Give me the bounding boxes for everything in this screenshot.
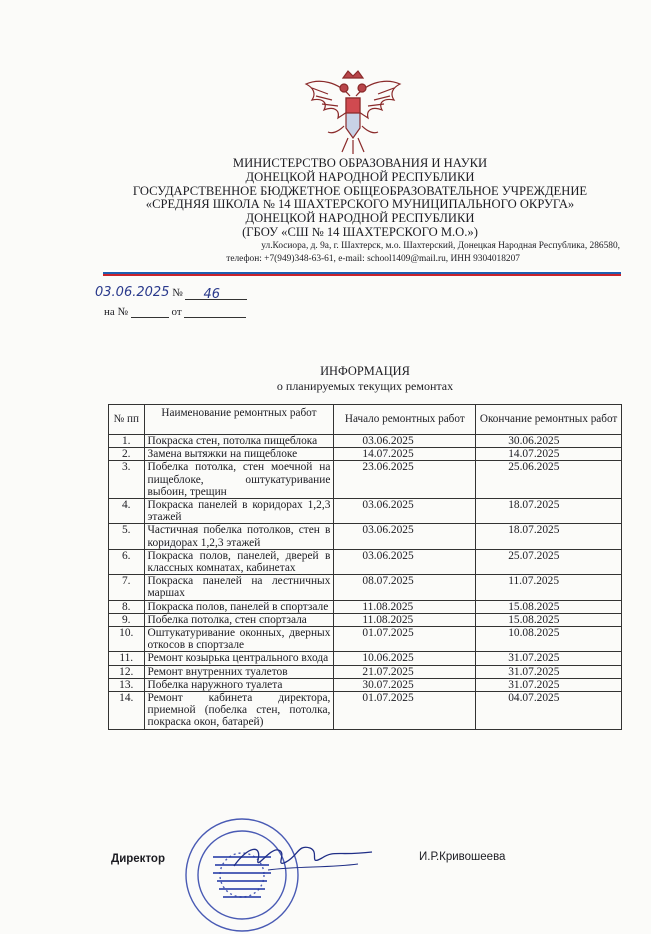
row-start-date: 03.06.2025 [334,499,476,524]
reply-to-line [104,305,246,318]
outgoing-date: 03.06.2025 [95,285,170,300]
row-end-date: 18.07.2025 [476,499,622,524]
table-row [109,627,622,652]
reply-no-label: на № [104,306,129,318]
header-line: МИНИСТЕРСТВО ОБРАЗОВАНИЯ И НАУКИ [232,156,488,170]
outgoing-number-line [95,285,247,300]
row-end-date: 10.08.2025 [476,627,622,652]
table-row [109,575,622,600]
row-number: 2. [109,448,145,461]
row-work-name: Ремонт кабинета директора, приемной (побелка стен, потолка, покраска окон, батарей) [144,692,334,730]
table-row [109,613,622,626]
row-work-name: Покраска полов, панелей, дверей в классных комнатах, кабинетах [144,549,334,574]
row-start-date: 01.07.2025 [334,692,476,730]
row-start-date: 14.07.2025 [334,448,476,461]
document-title [200,364,530,394]
outgoing-no-label: № [172,287,183,299]
header-address: ул.Косиора, д. 9а, г. Шахтерск, м.о. Шахтерский, Донецкая Народная Республика, 286580, [261,241,620,251]
table-row [109,652,622,665]
header-contacts: телефон: +7(949)348-63-61, e-mail: school1409@mail.ru, ИНН 9304018207 [226,254,520,264]
row-work-name: Частичная побелка потолков, стен в коридорах 1,2,3 этажей [144,524,334,549]
row-number: 13. [109,678,145,691]
outgoing-number: 46 [203,287,220,302]
title-sub: о планируемых текущих ремонтах [276,379,454,393]
table-row [109,499,622,524]
row-work-name: Побелка наружного туалета [144,678,334,691]
signer-position: Директор [111,853,165,865]
row-work-name: Покраска панелей в коридорах 1,2,3 этажей [144,499,334,524]
tricolor-divider [103,270,621,276]
header-end: Окончание ремонтных работ [476,405,622,435]
table-row [109,524,622,549]
row-end-date: 31.07.2025 [476,665,622,678]
header-line: ДОНЕЦКОЙ НАРОДНОЙ РЕСПУБЛИКИ [245,169,475,184]
row-work-name: Покраска полов, панелей в спортзале [144,600,334,613]
table-row [109,549,622,574]
row-work-name: Оштукатуривание оконных, дверных откосов в спортзале [144,627,334,652]
row-start-date: 11.08.2025 [334,613,476,626]
row-start-date: 30.07.2025 [334,678,476,691]
row-number: 7. [109,575,145,600]
table-row [109,600,622,613]
row-start-date: 03.06.2025 [334,435,476,448]
row-end-date: 31.07.2025 [476,678,622,691]
row-start-date: 03.06.2025 [334,524,476,549]
row-start-date: 11.08.2025 [334,600,476,613]
row-end-date: 11.07.2025 [476,575,622,600]
row-start-date: 03.06.2025 [334,549,476,574]
row-number: 5. [109,524,145,549]
row-end-date: 25.06.2025 [476,461,622,499]
row-start-date: 23.06.2025 [334,461,476,499]
row-work-name: Покраска стен, потолка пищеблока [144,435,334,448]
coat-of-arms-icon [298,68,408,158]
table-row [109,435,622,448]
title-main: ИНФОРМАЦИЯ [320,364,410,378]
header-no: № пп [109,405,145,435]
header-start: Начало ремонтных работ [334,405,476,435]
reply-from-label: от [171,306,182,318]
row-end-date: 15.08.2025 [476,613,622,626]
row-number: 14. [109,692,145,730]
header-line: «СРЕДНЯЯ ШКОЛА № 14 ШАХТЕРСКОГО МУНИЦИПАЛЬНОГО ОКРУГА» [145,197,575,212]
row-number: 6. [109,549,145,574]
header-line: (ГБОУ «СШ № 14 ШАХТЕРСКОГО М.О.») [242,224,478,239]
row-end-date: 31.07.2025 [476,652,622,665]
row-work-name: Побелка потолка, стен моечной на пищеблоке, оштукатуривание выбоин, трещин [144,461,334,499]
row-start-date: 08.07.2025 [334,575,476,600]
table-header-row [109,405,622,435]
row-end-date: 18.07.2025 [476,524,622,549]
table-row [109,678,622,691]
row-number: 4. [109,499,145,524]
table-row [109,665,622,678]
row-number: 10. [109,627,145,652]
handwritten-signature-icon [228,836,378,876]
repairs-table [108,404,622,730]
row-number: 3. [109,461,145,499]
row-number: 12. [109,665,145,678]
row-end-date: 30.06.2025 [476,435,622,448]
table-row [109,692,622,730]
table-row [109,448,622,461]
row-work-name: Ремонт внутренних туалетов [144,665,334,678]
row-number: 1. [109,435,145,448]
row-end-date: 14.07.2025 [476,448,622,461]
row-work-name: Покраска панелей на лестничных маршах [144,575,334,600]
row-start-date: 21.07.2025 [334,665,476,678]
header-line: ГОСУДАРСТВЕННОЕ БЮДЖЕТНОЕ ОБЩЕОБРАЗОВАТЕЛЬНОЕ УЧРЕЖДЕНИЕ [132,183,588,198]
row-number: 11. [109,652,145,665]
institution-header [100,157,620,240]
row-start-date: 01.07.2025 [334,627,476,652]
row-start-date: 10.06.2025 [334,652,476,665]
row-end-date: 15.08.2025 [476,600,622,613]
signer-name: И.Р.Кривошеева [419,851,506,863]
row-end-date: 25.07.2025 [476,549,622,574]
row-number: 8. [109,600,145,613]
row-number: 9. [109,613,145,626]
row-work-name: Побелка потолка, стен спортзала [144,613,334,626]
table-row [109,461,622,499]
row-work-name: Замена вытяжки на пищеблоке [144,448,334,461]
row-work-name: Ремонт козырька центрального входа [144,652,334,665]
header-line: ДОНЕЦКОЙ НАРОДНОЙ РЕСПУБЛИКИ [245,211,475,226]
row-end-date: 04.07.2025 [476,692,622,730]
header-name: Наименование ремонтных работ [144,405,334,435]
